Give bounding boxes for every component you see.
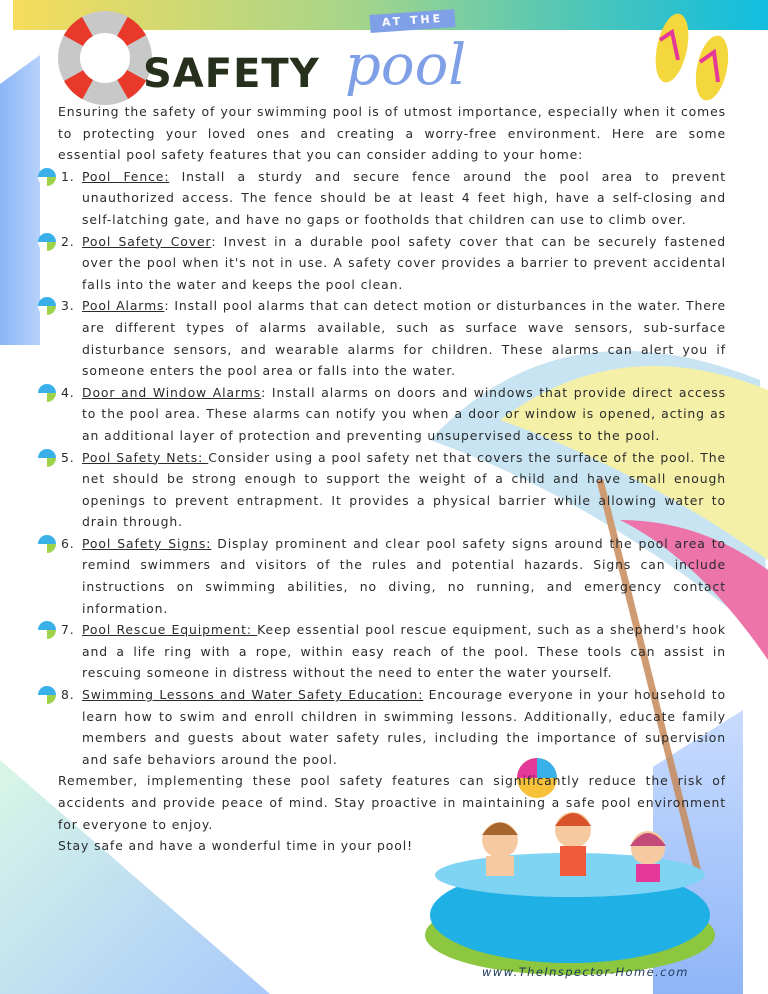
beach-ball-bullet-icon — [38, 168, 56, 186]
article-body — [58, 101, 726, 857]
item-number: 2. — [61, 233, 75, 249]
title-safety: SAFETY — [143, 51, 320, 97]
item-text: : Install alarms on doors and windows that provide direct access to the pool area. These alarms can notify you when a door or window is opened, acting as an additional layer of protection and preventing unsupervised access to the pool. — [82, 384, 726, 443]
list-item — [58, 295, 726, 381]
item-number: 8. — [61, 687, 75, 703]
life-ring-icon — [69, 22, 141, 94]
item-text: Display prominent and clear pool safety signs around the pool area to remind swimmers and visitors of the rules and potential hazards. Signs can include instructions on swimming abilities, no diving, no running, and emergency contact information. — [82, 535, 726, 616]
item-number: 6. — [61, 535, 75, 551]
item-number: 4. — [61, 384, 75, 400]
item-number: 5. — [61, 449, 75, 465]
item-heading: Pool Safety Cover — [82, 233, 212, 249]
item-heading: Swimming Lessons and Water Safety Education: — [82, 687, 424, 703]
item-heading: Pool Rescue Equipment: — [82, 622, 258, 638]
item-heading: Door and Window Alarms — [82, 384, 262, 400]
list-item — [58, 533, 726, 619]
website-link[interactable]: www.TheInspector-Home.com — [482, 965, 689, 979]
closing-paragraph: Remember, implementing these pool safety features can significantly reduce the risk of accidents and provide peace of mind. Stay proactive in maintaining a safe pool environment for everyone to enjoy. — [58, 773, 726, 832]
list-item — [58, 619, 726, 684]
intro-paragraph: Ensuring the safety of your swimming pool is of utmost importance, especially when it comes to protecting your loved ones and creating a worry-free environment. Here are some essential pool safety features that you can consider adding to your home: — [58, 104, 726, 163]
beach-ball-bullet-icon — [38, 535, 56, 553]
item-number: 1. — [61, 168, 75, 184]
item-number: 3. — [61, 298, 75, 314]
item-text: Keep essential pool rescue equipment, such as a shepherd's hook and a life ring with a rope, within easy reach of the pool. These tools can assist in rescuing someone in distress without the need to enter the water yourself. — [82, 622, 726, 681]
item-text: Consider using a pool safety net that covers the surface of the pool. The net should be strong enough to support the weight of a child and have small enough openings to prevent entrapment. It provides a physical barrier while allowing water to drain through. — [82, 449, 726, 530]
item-heading: Pool Safety Signs: — [82, 535, 212, 551]
title-at-the: AT THE — [369, 9, 455, 33]
beach-ball-bullet-icon — [38, 449, 56, 467]
item-text: : Invest in a durable pool safety cover that can be securely fastened over the pool when it's not in use. A safety cover provides a barrier to prevent accidental falls into the water and keeps the pool clean. — [82, 233, 726, 292]
list-item — [58, 231, 726, 296]
flip-flops-icon — [650, 11, 733, 104]
list-item — [58, 382, 726, 447]
safety-features-list — [58, 166, 726, 771]
list-item — [58, 447, 726, 533]
beach-ball-bullet-icon — [38, 233, 56, 251]
item-heading: Pool Safety Nets: — [82, 449, 209, 465]
item-text: Encourage everyone in your household to learn how to swim and enroll children in swimming lessons. Additionally, educate family members and guests about water safety rules, including the importance of supervision and safe behaviors around the pool. — [82, 687, 726, 767]
signoff: Stay safe and have a wonderful time in your pool! — [58, 838, 413, 854]
item-text: : Install pool alarms that can detect motion or disturbances in the water. There are different types of alarms available, such as surface wave sensors, sub-surface disturbance sensors, and wearable alarms for children. These alarms can alert you if someone enters the pool area or falls into the water. — [82, 298, 727, 379]
item-number: 7. — [61, 622, 75, 638]
beach-ball-bullet-icon — [38, 686, 56, 704]
beach-ball-bullet-icon — [38, 384, 56, 402]
item-text: Install a sturdy and secure fence around the pool area to prevent unauthorized access. The fence should be at least 4 feet high, have a self-closing and self-latching gate, and have no gaps or footholds that children can use to climb over. — [82, 168, 726, 227]
list-item — [58, 684, 726, 770]
item-heading: Pool Alarms — [82, 298, 165, 314]
item-heading: Pool Fence: — [82, 168, 170, 184]
list-item — [58, 166, 726, 231]
title-pool: pool — [345, 33, 467, 98]
